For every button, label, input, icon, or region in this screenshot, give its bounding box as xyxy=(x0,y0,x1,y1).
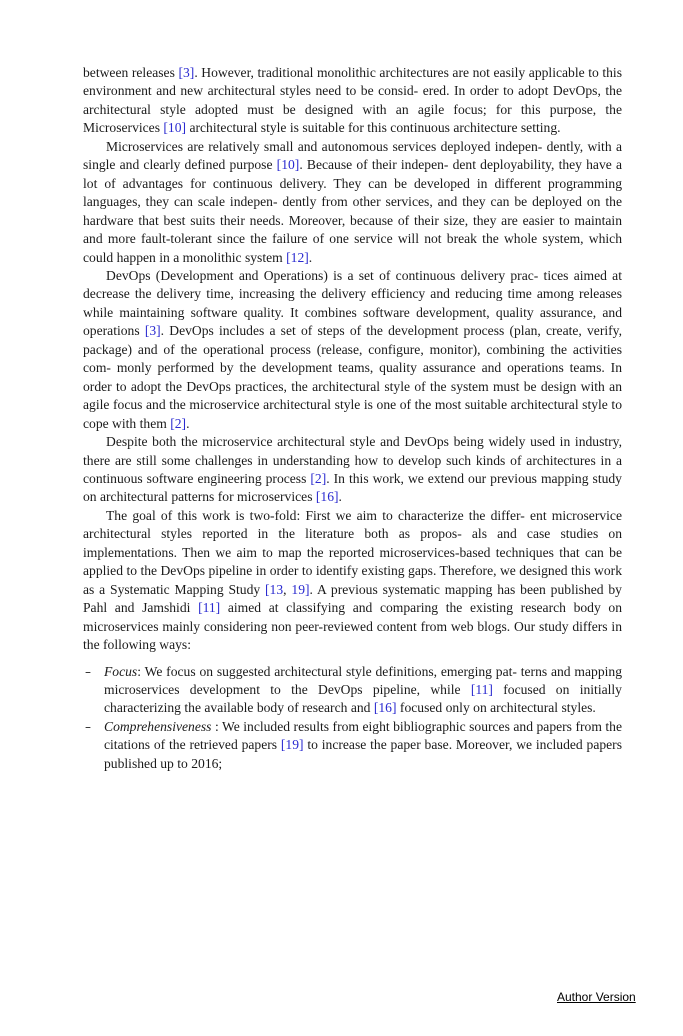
citation-link[interactable]: [19] xyxy=(280,737,304,753)
text-run: between releases xyxy=(83,65,179,80)
paragraph xyxy=(83,433,622,507)
text-run: , xyxy=(283,581,292,597)
text-run: . DevOps includes a set of steps of the development process (plan, create, verify, package) and of the operational process (release, configure, monitor), combining the activities com- monly performed by the development teams, quality assurance and operations teams. In order to adopt the DevOps practices, the architectural style of the system must be design with an agile focus and the microservice architectural style is one of the most suitable architectural style to cope with them xyxy=(83,323,622,431)
difference-list xyxy=(83,663,622,774)
paragraph xyxy=(83,64,622,138)
text-run: The goal of this work is two-fold: First we aim to characterize the differ- ent microservice architectural styles reported in the literature both as propos- als and case studies on implementations. Then we aim to map the reported microservices-based techniques that can be applied to the DevOps pipeline in order to identify existing gaps. Therefore, we designed this work as a Systematic Mapping Study xyxy=(83,507,622,597)
dash-bullet-icon: – xyxy=(85,664,91,679)
bullet-term: Focus xyxy=(104,663,138,679)
citation-link[interactable]: [13 xyxy=(265,581,284,597)
citation-link[interactable]: [3] xyxy=(178,65,195,80)
body-text xyxy=(83,64,622,773)
citation-link[interactable]: [16] xyxy=(373,700,397,716)
paragraphs xyxy=(83,64,622,655)
text-run: . In this work, we extend our previous mapping study on architectural patterns for microservices xyxy=(83,470,622,505)
paragraph xyxy=(83,138,622,267)
text-run: architectural style is suitable for this continuous architecture setting. xyxy=(186,120,561,136)
text-run: . xyxy=(308,249,313,265)
text-run: . xyxy=(338,489,342,505)
paragraph xyxy=(83,507,622,655)
citation-link[interactable]: [11] xyxy=(198,600,221,616)
citation-link[interactable]: [10] xyxy=(276,157,300,173)
citation-link[interactable]: [2] xyxy=(310,470,327,486)
text-run: . A previous systematic mapping has been published by Pahl and Jamshidi xyxy=(83,581,622,616)
author-version-label: Author Version xyxy=(557,990,636,1004)
paragraph xyxy=(83,267,622,433)
citation-link[interactable]: 19] xyxy=(291,581,310,597)
citation-link[interactable]: [11] xyxy=(470,681,493,697)
citation-link[interactable]: [2] xyxy=(170,415,187,431)
citation-link[interactable]: [12] xyxy=(286,249,309,265)
text-run: to increase the paper base. Moreover, we included papers published up to 2016; xyxy=(104,737,622,771)
citation-link[interactable]: [16] xyxy=(315,489,339,505)
text-run: focused on initially characterizing the available body of research and xyxy=(104,681,622,716)
bullet-term: Comprehensiveness xyxy=(104,718,212,734)
text-run: . However, traditional monolithic architectures are not easily applicable to this environment and new architectural styles need to be consid- ered. In order to adopt DevOps, the architectural style adopted must be designed with an agile focus; for this purpose, the Microservices xyxy=(83,65,622,136)
text-run: . xyxy=(186,415,190,431)
text-run: : We focus on suggested architectural style definitions, emerging pat- terns and mapping microservices development to the DevOps pipeline, while xyxy=(104,663,622,697)
text-run: Despite both the microservice architectural style and DevOps being widely used in industry, there are still some challenges in understanding how to develop such kinds of architectures in a continuous software engineering process xyxy=(83,434,622,486)
citation-link[interactable]: [10] xyxy=(163,120,187,136)
text-run: DevOps (Development and Operations) is a set of continuous delivery prac- tices aimed at decrease the delivery time, increasing the delivery efficiency and reducing time among releases while maintaining software quality. It combines software development, quality assurance, and operations xyxy=(83,267,622,339)
text-run: focused only on architectural styles. xyxy=(396,700,596,716)
citation-link[interactable]: [3] xyxy=(144,323,161,339)
dash-bullet-icon: – xyxy=(85,719,91,734)
list-item xyxy=(83,718,622,773)
text-run: . Because of their indepen- dent deployability, they have a lot of advantages for continuous delivery. They can be developed in different programming languages, they can scale indepen- dently from other services, and they can be deployed on the hardware that best suits their needs. Moreover, because of their size, they are easier to maintain and more fault-tolerant since the failure of one service will not break the whole system, which could happen in a monolithic system xyxy=(83,157,622,265)
list-item xyxy=(83,663,622,718)
text-run: Microservices are relatively small and autonomous services deployed indepen- dently, with a single and clearly defined purpose xyxy=(83,138,622,173)
text-run: aimed at classifying and comparing the existing research body on microservices mainly considering non peer-reviewed content from web blogs. Our study differs in the following ways: xyxy=(83,600,623,653)
text-run: : We included results from eight bibliographic sources and papers from the citations of the retrieved papers xyxy=(104,718,622,753)
